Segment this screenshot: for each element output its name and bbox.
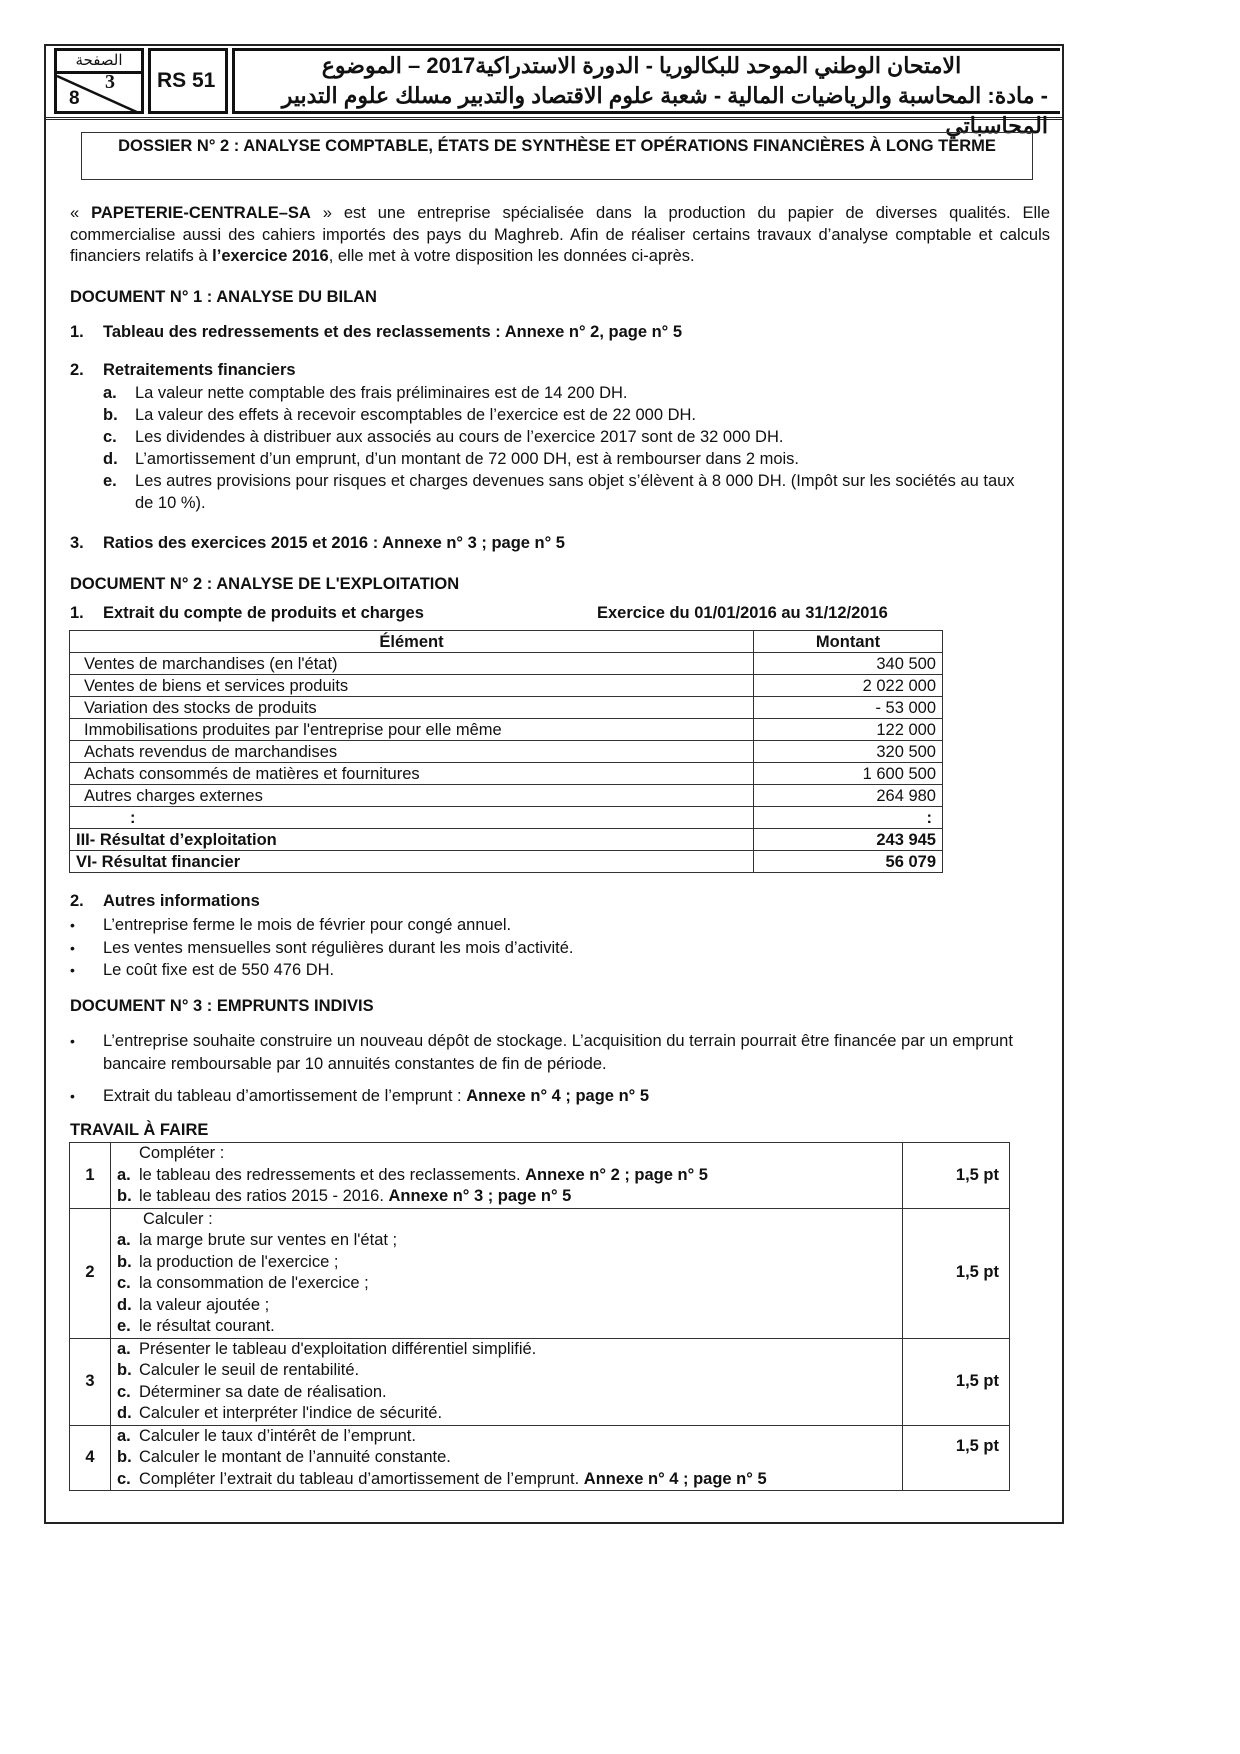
item-text: Calculer le montant de l’annuité constante.: [139, 1448, 451, 1466]
task-item: [117, 1360, 896, 1382]
task-number: 2: [70, 1208, 111, 1338]
row-amount: 1 600 500: [754, 763, 943, 785]
row-label: VI- Résultat financier: [70, 851, 754, 873]
item-key: e.: [117, 1317, 131, 1335]
task-content: [111, 1338, 903, 1425]
column-header-montant: Montant: [754, 631, 943, 653]
doc2-item-2: [70, 892, 260, 911]
intro-text-1: » est une entreprise spécialisée dans la production du papier de diverses qualités. Elle commercialise aussi des cahiers importés des pays du Maghreb. Afin de réaliser certains travaux d’analyse comptable et calculs financiers relatifs à: [70, 204, 1050, 265]
item-text: Présenter le tableau d'exploitation différentiel simplifié.: [139, 1339, 537, 1358]
item-text: Les autres provisions pour risques et charges devenues sans objet s’élèvent à 8 000 DH. (Impôt sur les sociétés au taux de 10 %).: [135, 472, 1015, 512]
task-item: [117, 1230, 896, 1252]
item-text: Retraitements financiers: [103, 361, 296, 379]
row-label: Variation des stocks de produits: [70, 697, 754, 719]
ellipsis: :: [754, 807, 943, 829]
item-key: c.: [117, 1382, 131, 1401]
item-key: b.: [117, 1252, 132, 1271]
row-label: III- Résultat d’exploitation: [70, 829, 754, 851]
intro-paragraph: [70, 203, 1050, 268]
row-label: Achats consommés de matières et fournitures: [70, 763, 754, 785]
item-text: La valeur nette comptable des frais préliminaires est de 14 200 DH.: [135, 384, 628, 402]
row-amount: 243 945: [754, 829, 943, 851]
intro-exercice: l’exercice 2016: [212, 247, 329, 265]
task-intro: Calculer :: [143, 1209, 213, 1228]
item-number: 2.: [70, 892, 84, 910]
task-content: [111, 1143, 903, 1209]
item-text: Autres informations: [103, 892, 260, 910]
table-row: [70, 653, 943, 675]
doc1-item-3: [70, 534, 565, 553]
item-number: 3.: [70, 534, 84, 552]
row-label: Achats revendus de marchandises: [70, 741, 754, 763]
task-number: 3: [70, 1338, 111, 1425]
item-key: e.: [103, 472, 117, 490]
item-text: Déterminer sa date de réalisation.: [139, 1382, 387, 1401]
task-content: [111, 1425, 903, 1491]
item-key: a.: [117, 1426, 131, 1445]
doc2-title: DOCUMENT N° 2 : ANALYSE DE L'EXPLOITATION: [70, 575, 460, 593]
task-item: [117, 1316, 896, 1338]
list-item: [70, 1085, 1053, 1108]
row-amount: - 53 000: [754, 697, 943, 719]
table-row: [70, 785, 943, 807]
item-key: c.: [117, 1274, 131, 1292]
item-key: b.: [117, 1448, 132, 1466]
row-label: Immobilisations produites par l'entreprise pour elle même: [70, 719, 754, 741]
list-item: [103, 470, 1035, 514]
table-row: [70, 1425, 1010, 1491]
company-name: PAPETERIE-CENTRALE–SA: [91, 204, 311, 222]
task-item: [117, 1186, 896, 1208]
item-text: le tableau des ratios 2015 - 2016.: [139, 1187, 389, 1205]
table-header-row: [70, 631, 943, 653]
item-text: Calculer le seuil de rentabilité.: [139, 1361, 360, 1379]
bullet-icon: •: [70, 939, 75, 956]
list-item: [70, 937, 1053, 960]
row-amount: 122 000: [754, 719, 943, 741]
item-text: La valeur des effets à recevoir escomptables de l’exercice est de 22 000 DH.: [135, 406, 696, 424]
item-key: d.: [103, 450, 118, 468]
item-text: la marge brute sur ventes en l'état ;: [139, 1231, 398, 1249]
intro-text-2: , elle met à votre disposition les données ci-après.: [328, 247, 695, 265]
bullet-icon: •: [70, 1033, 75, 1049]
item-key: d.: [117, 1295, 132, 1314]
doc2-item-1: [70, 604, 940, 623]
annexe-reference: Annexe n° 3 ; page n° 5: [388, 1187, 572, 1205]
intro-quote: «: [70, 204, 92, 222]
item-text: le tableau des redressements et des reclassements.: [139, 1165, 526, 1184]
row-label: Ventes de marchandises (en l'état): [70, 653, 754, 675]
table-row: [70, 741, 943, 763]
ellipsis: :: [70, 807, 754, 829]
item-key: d.: [117, 1404, 132, 1422]
item-text: Les ventes mensuelles sont régulières durant les mois d’activité.: [103, 938, 574, 957]
task-points: 1,5 pt: [903, 1208, 1010, 1338]
task-points: 1,5 pt: [903, 1338, 1010, 1425]
travail-table: [69, 1142, 1010, 1491]
list-item: [70, 1030, 1053, 1075]
task-item: [117, 1295, 896, 1317]
item-text: le résultat courant.: [139, 1317, 275, 1335]
item-text: L’entreprise ferme le mois de février pour congé annuel.: [103, 916, 512, 934]
page-total: 8: [69, 88, 80, 109]
list-item: [103, 382, 1035, 404]
item-key: c.: [103, 428, 117, 446]
item-text: L’amortissement d’un emprunt, d’un montant de 72 000 DH, est à rembourser dans 2 mois.: [135, 450, 800, 468]
bullet-icon: •: [70, 962, 75, 978]
item-text: Calculer le taux d’intérêt de l’emprunt.: [139, 1426, 416, 1445]
item-number: 2.: [70, 361, 84, 379]
exercise-period: Exercice du 01/01/2016 au 31/12/2016: [597, 604, 888, 622]
item-key: a.: [117, 1339, 131, 1358]
item-text: Les dividendes à distribuer aux associés au cours de l’exercice 2017 sont de 32 000 DH.: [135, 428, 784, 446]
annexe-reference: Annexe n° 4 ; page n° 5: [583, 1469, 767, 1488]
item-text: la consommation de l'exercice ;: [139, 1274, 369, 1292]
table-row: [70, 1338, 1010, 1425]
item-number: 1.: [70, 323, 84, 341]
doc1-item-2: [70, 361, 296, 380]
item-key: b.: [117, 1361, 132, 1379]
task-item: [117, 1252, 896, 1274]
bullet-icon: •: [70, 1088, 75, 1104]
task-item: [117, 1165, 896, 1187]
column-header-element: Élément: [70, 631, 754, 653]
task-item: [117, 1403, 896, 1425]
row-label: Autres charges externes: [70, 785, 754, 807]
table-row: [70, 675, 943, 697]
doc3-title: DOCUMENT N° 3 : EMPRUNTS INDIVIS: [70, 997, 374, 1015]
dossier-title: DOSSIER N° 2 : ANALYSE COMPTABLE, ÉTATS DE SYNTHÈSE ET OPÉRATIONS FINANCIÈRES À LONG TERME: [81, 132, 1033, 180]
row-amount: 264 980: [754, 785, 943, 807]
item-key: a.: [103, 384, 117, 402]
list-item: [70, 914, 1053, 937]
item-text: la valeur ajoutée ;: [139, 1295, 270, 1314]
item-key: b.: [103, 406, 118, 424]
item-key: a.: [117, 1165, 131, 1184]
task-item: [117, 1273, 896, 1295]
item-text: L’entreprise souhaite construire un nouveau dépôt de stockage. L’acquisition du terrain pourrait être financée par un emprunt bancaire remboursable par 10 annuités constantes de fin de période.: [103, 1032, 1013, 1073]
task-number: 4: [70, 1425, 111, 1491]
emprunts-list: [70, 1030, 1053, 1108]
table-ellipsis-row: [70, 807, 943, 829]
travail-title: TRAVAIL À FAIRE: [70, 1121, 209, 1139]
task-item: [117, 1447, 896, 1469]
item-key: b.: [117, 1187, 132, 1205]
item-text: Calculer et interpréter l'indice de sécurité.: [139, 1404, 443, 1422]
item-text: Extrait du tableau d’amortissement de l’emprunt :: [103, 1087, 467, 1105]
table-total-row: [70, 851, 943, 873]
task-item: [117, 1469, 896, 1491]
exam-title-line2: - مادة: المحاسبة والرياضيات المالية - شعبة علوم الاقتصاد والتدبير مسلك علوم التدبير المحاسباتي: [281, 83, 1048, 138]
item-text: la production de l'exercice ;: [139, 1252, 339, 1271]
list-item: [103, 448, 1035, 470]
task-content: [111, 1208, 903, 1338]
page-label: الصفحة: [57, 51, 141, 74]
table-row: [70, 697, 943, 719]
task-points: 1,5 pt: [903, 1425, 1010, 1491]
annexe-reference: Annexe n° 2 ; page n° 5: [525, 1165, 708, 1184]
task-points: 1,5 pt: [903, 1143, 1010, 1209]
item-text: Tableau des redressements et des reclassements : Annexe n° 2, page n° 5: [103, 323, 683, 341]
row-label: Ventes de biens et services produits: [70, 675, 754, 697]
bullet-icon: •: [70, 917, 75, 933]
item-text: Le coût fixe est de 550 476 DH.: [103, 961, 335, 979]
item-key: a.: [117, 1231, 131, 1249]
exam-title-line1: الامتحان الوطني الموحد للبكالوريا - الدورة الاستدراكية2017 – الموضوع: [321, 53, 962, 78]
exam-header: [44, 44, 1064, 138]
subject-code: RS 51: [148, 48, 228, 114]
autres-informations-list: [70, 914, 1053, 982]
list-item: [70, 959, 1053, 982]
task-item: [117, 1339, 896, 1361]
annexe-reference: Annexe n° 4 ; page n° 5: [466, 1087, 650, 1105]
row-amount: 340 500: [754, 653, 943, 675]
page-current: 3: [105, 71, 115, 93]
produits-charges-table: [69, 630, 943, 873]
list-item: [103, 426, 1035, 448]
table-row: [70, 1143, 1010, 1209]
task-item: [117, 1382, 896, 1404]
row-amount: 2 022 000: [754, 675, 943, 697]
task-number: 1: [70, 1143, 111, 1209]
item-text: Compléter l’extrait du tableau d’amortissement de l’emprunt.: [139, 1469, 584, 1488]
row-amount: 320 500: [754, 741, 943, 763]
item-key: c.: [117, 1469, 131, 1488]
row-amount: 56 079: [754, 851, 943, 873]
table-row: [70, 1208, 1010, 1338]
list-item: [103, 404, 1035, 426]
task-item: [117, 1426, 896, 1448]
doc1-title: DOCUMENT N° 1 : ANALYSE DU BILAN: [70, 288, 377, 306]
table-total-row: [70, 829, 943, 851]
table-row: [70, 719, 943, 741]
task-intro: Compléter :: [139, 1144, 225, 1162]
item-number: 1.: [70, 604, 84, 622]
exam-title: [232, 48, 1060, 138]
item-text: Ratios des exercices 2015 et 2016 : Annexe n° 3 ; page n° 5: [103, 534, 565, 552]
doc1-item-1: [70, 323, 682, 342]
page-number-box: [54, 48, 144, 114]
item-text: Extrait du compte de produits et charges: [103, 604, 424, 622]
table-row: [70, 763, 943, 785]
retraitements-list: [103, 382, 1035, 514]
